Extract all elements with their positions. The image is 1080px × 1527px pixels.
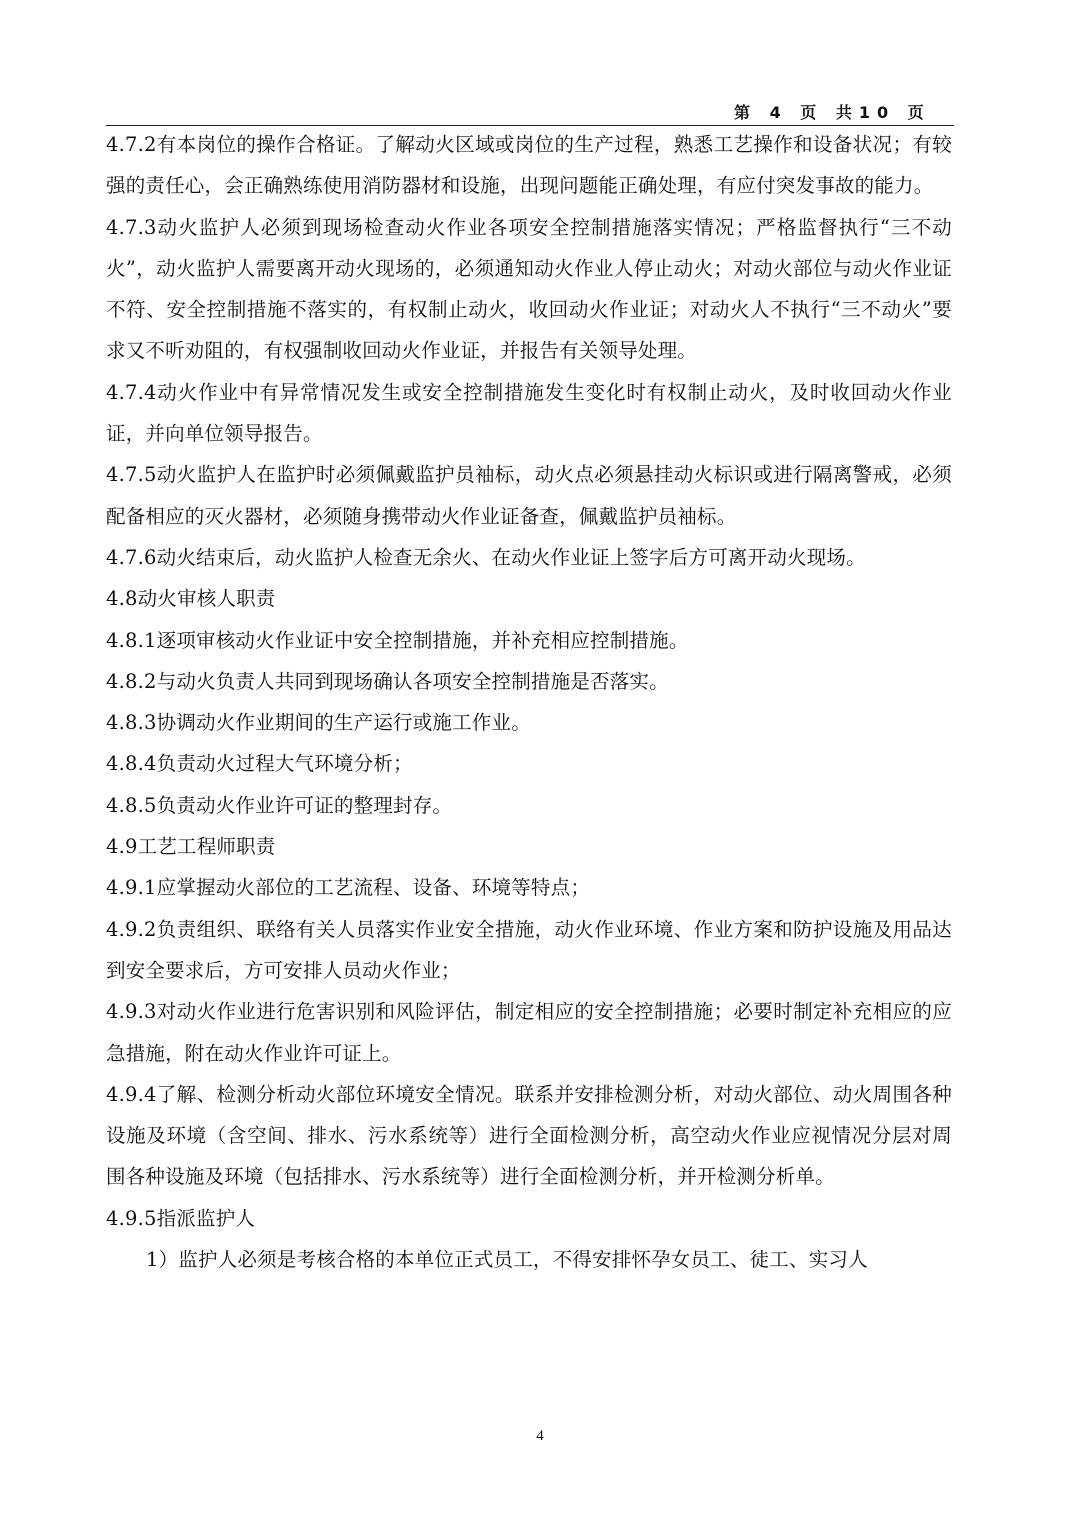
page-number: 4 [536, 1428, 544, 1444]
paragraph-4-9-4: 4.9.4了解、检测分析动火部位环境安全情况。联系并安排检测分析，对动火部位、动火周围各种设施及环境（含空间、排水、污水系统等）进行全面检测分析，高空动火作业应视情况分层对周围各种设施及环境（包括排水、污水系统等）进行全面检测分析，并开检测分析单。 [106, 1082, 952, 1189]
page-header: 第 4 页 共10 页 [734, 103, 931, 122]
paragraph-4-7-4: 4.7.4动火作业中有异常情况发生或安全控制措施发生变化时有权制止动火，及时收回动火作业证，并向单位领导报告。 [106, 380, 952, 446]
paragraph-4-9-5: 4.9.5指派监护人 [106, 1206, 256, 1230]
paragraph-4-9-1: 4.9.1应掌握动火部位的工艺流程、设备、环境等特点； [106, 876, 591, 900]
paragraph-4-7-3: 4.7.3动火监护人必须到现场检查动火作业各项安全控制措施落实情况；严格监督执行“三不动火”，动火监护人需要离开动火现场的，必须通知动火作业人停止动火；对动火部位与动火作业证不符、安全控制措施不落实的，有权制止动火，收回动火作业证；对动火人不执行“三不动火”要求又不听劝阻的，有权强制收回动火作业证，并报告有关领导处理。 [106, 215, 952, 363]
paragraph-4-8-1: 4.8.1逐项审核动火作业证中安全控制措施，并补充相应控制措施。 [106, 628, 689, 652]
section-heading-4-8: 4.8动火审核人职责 [106, 587, 276, 611]
paragraph-4-7-6: 4.7.6动火结束后，动火监护人检查无余火、在动火作业证上签字后方可离开动火现场。 [106, 545, 866, 569]
paragraph-4-9-2: 4.9.2负责组织、联络有关人员落实作业安全措施，动火作业环境、作业方案和防护设施及用品达到安全要求后，方可安排人员动火作业； [106, 917, 952, 982]
document-body [106, 124, 952, 1280]
paragraph-4-9-3: 4.9.3对动火作业进行危害识别和风险评估，制定相应的安全控制措施；必要时制定补充相应的应急措施，附在动火作业许可证上。 [106, 1000, 952, 1065]
paragraph-4-7-2: 4.7.2有本岗位的操作合格证。了解动火区域或岗位的生产过程，熟悉工艺操作和设备状况；有较强的责任心，会正确熟练使用消防器材和设施，出现问题能正确处理，有应付突发事故的能力。 [106, 133, 952, 198]
paragraph-4-7-5: 4.7.5动火监护人在监护时必须佩戴监护员袖标，动火点必须悬挂动火标识或进行隔离警戒，必须配备相应的灭火器材，必须随身携带动火作业证备查，佩戴监护员袖标。 [106, 463, 952, 528]
paragraph-4-8-2: 4.8.2与动火负责人共同到现场确认各项安全控制措施是否落实。 [106, 669, 669, 693]
list-item-1: 1）监护人必须是考核合格的本单位正式员工，不得安排怀孕女员工、徒工、实习人 [146, 1248, 868, 1272]
paragraph-4-8-3: 4.8.3协调动火作业期间的生产运行或施工作业。 [106, 711, 531, 735]
section-heading-4-9: 4.9工艺工程师职责 [106, 835, 276, 859]
paragraph-4-8-5: 4.8.5负责动火作业许可证的整理封存。 [106, 793, 453, 817]
paragraph-4-8-4: 4.8.4负责动火过程大气环境分析； [106, 752, 413, 776]
